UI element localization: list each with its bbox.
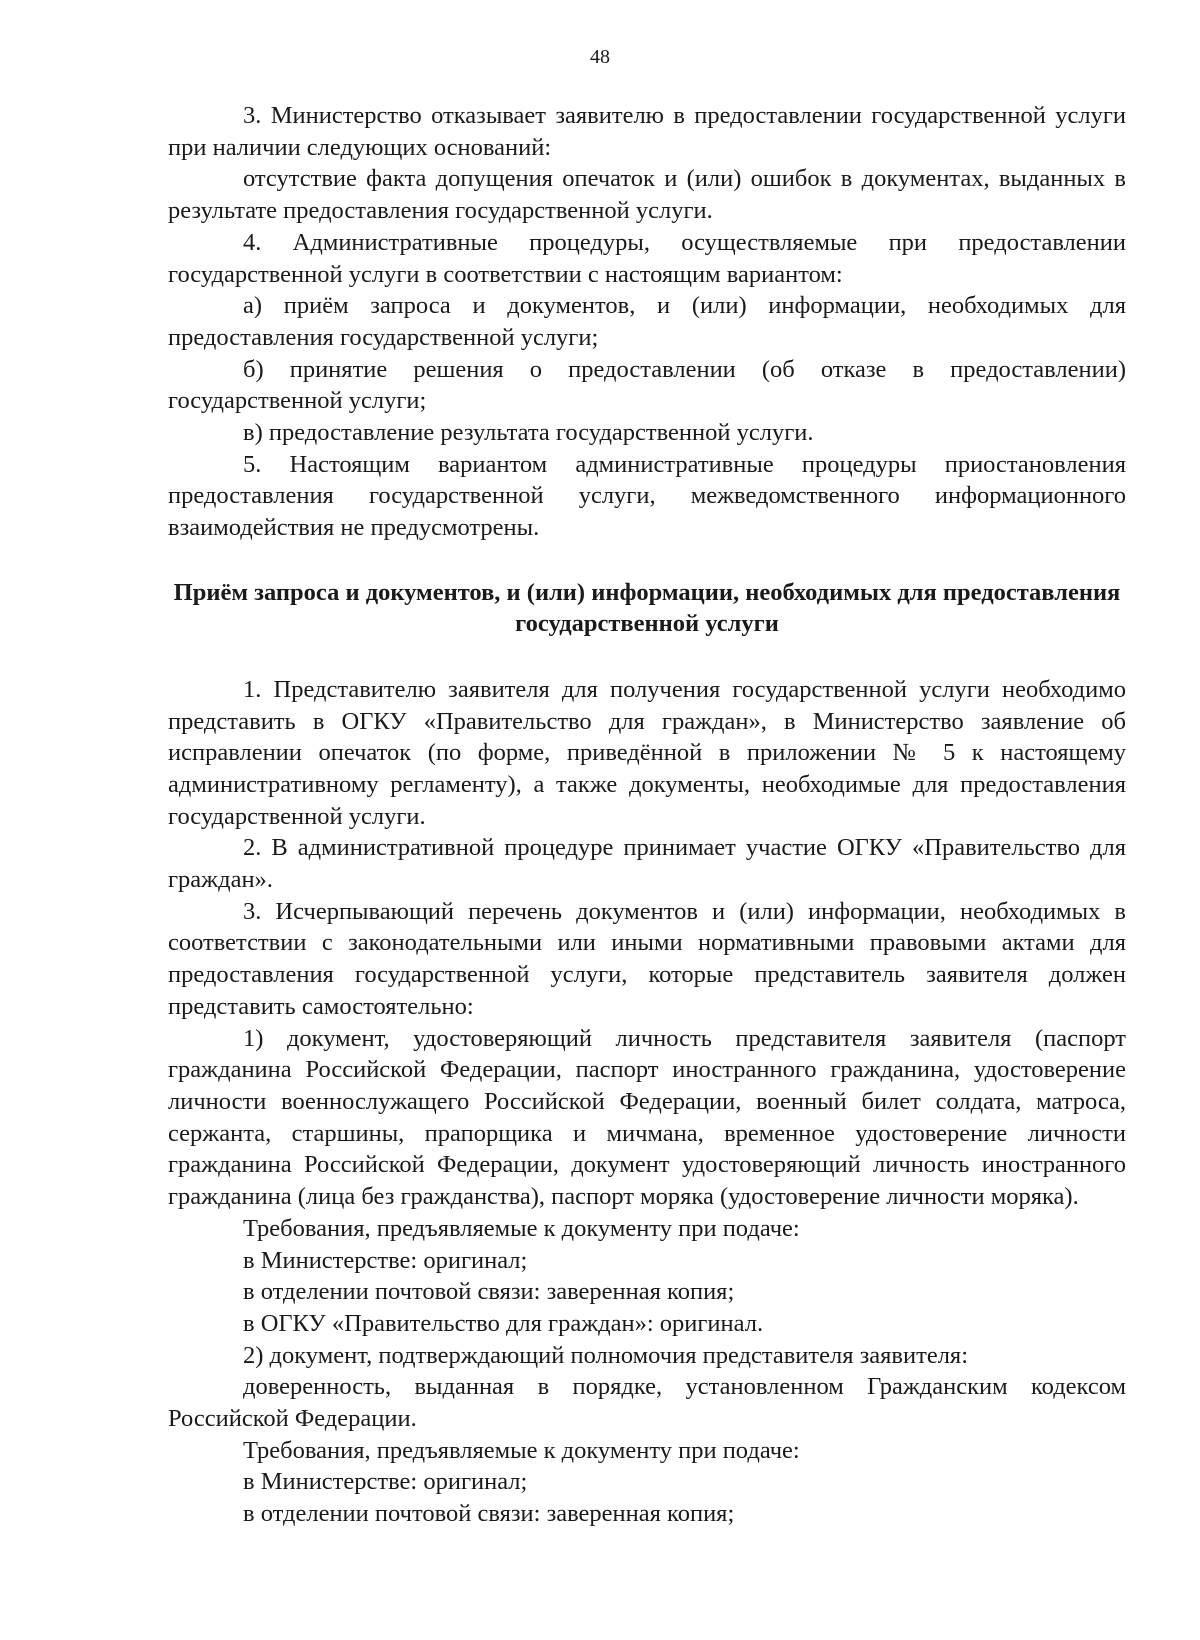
section-heading: Приём запроса и документов, и (или) информации, необходимых для предоставления государственной услуги [173, 578, 1121, 637]
paragraph: 2) документ, подтверждающий полномочия представителя заявителя: [243, 1341, 968, 1369]
paragraph: 3. Министерство отказывает заявителю в предоставлении государственной услуги при наличии следующих оснований: [168, 102, 1126, 161]
paragraph: 5. Настоящим вариантом административные процедуры приостановления предоставления государственной услуги, межведомственного информационного взаимодействия не предусмотрены. [168, 450, 1126, 542]
paragraph: в Министерстве: оригинал; [243, 1468, 528, 1496]
paragraph: 1. Представителю заявителя для получения государственной услуги необходимо представить в ОГКУ «Правительство для граждан», в Министерство заявление об исправлении опечаток (по форме, приведённой в приложении № 5 к настоящему административному регламенту), а также документы, необходимые для предоставления государственной услуги. [168, 675, 1126, 830]
paragraph: б) принятие решения о предоставлении (об отказе в предоставлении) государственной услуги; [168, 355, 1126, 415]
paragraph: Требования, предъявляемые к документу при подаче: [243, 1214, 800, 1242]
paragraph: 2. В административной процедуре принимает участие ОГКУ «Правительство для граждан». [168, 834, 1126, 894]
page-number: 48 [590, 46, 610, 68]
paragraph: в отделении почтовой связи: заверенная копия; [243, 1500, 735, 1528]
paragraph: в Министерстве: оригинал; [243, 1246, 528, 1274]
paragraph: в отделении почтовой связи: заверенная копия; [243, 1278, 735, 1306]
paragraph: Требования, предъявляемые к документу при подаче: [243, 1436, 800, 1464]
paragraph: 1) документ, удостоверяющий личность представителя заявителя (паспорт гражданина Российской Федерации, паспорт иностранного гражданина, удостоверение личности военнослужащего Российской Федерации, военный билет солдата, матроса, сержанта, старшины, прапорщика и мичмана, временное удостоверение личности гражданина Российской Федерации, документ удостоверяющий личность иностранного гражданина (лица без гражданства), паспорт моряка (удостоверение личности моряка). [168, 1024, 1126, 1211]
paragraph: а) приём запроса и документов, и (или) информации, необходимых для предоставления государственной услуги; [168, 292, 1126, 351]
paragraph: в ОГКУ «Правительство для граждан»: оригинал. [243, 1309, 764, 1337]
paragraph: доверенность, выданная в порядке, установленном Гражданским кодексом Российской Федерации. [168, 1373, 1126, 1433]
paragraph: 3. Исчерпывающий перечень документов и (или) информации, необходимых в соответствии с законодательными или иными нормативными правовыми актами для предоставления государственной услуги, которые представитель заявителя должен представить самостоятельно: [168, 897, 1126, 1020]
document-body [168, 100, 1126, 1530]
paragraph: в) предоставление результата государственной услуги. [243, 419, 814, 447]
paragraph: отсутствие факта допущения опечаток и (или) ошибок в документах, выданных в результате предоставления государственной услуги. [168, 165, 1126, 225]
paragraph: 4. Административные процедуры, осуществляемые при предоставлении государственной услуги в соответствии с настоящим вариантом: [168, 228, 1126, 288]
